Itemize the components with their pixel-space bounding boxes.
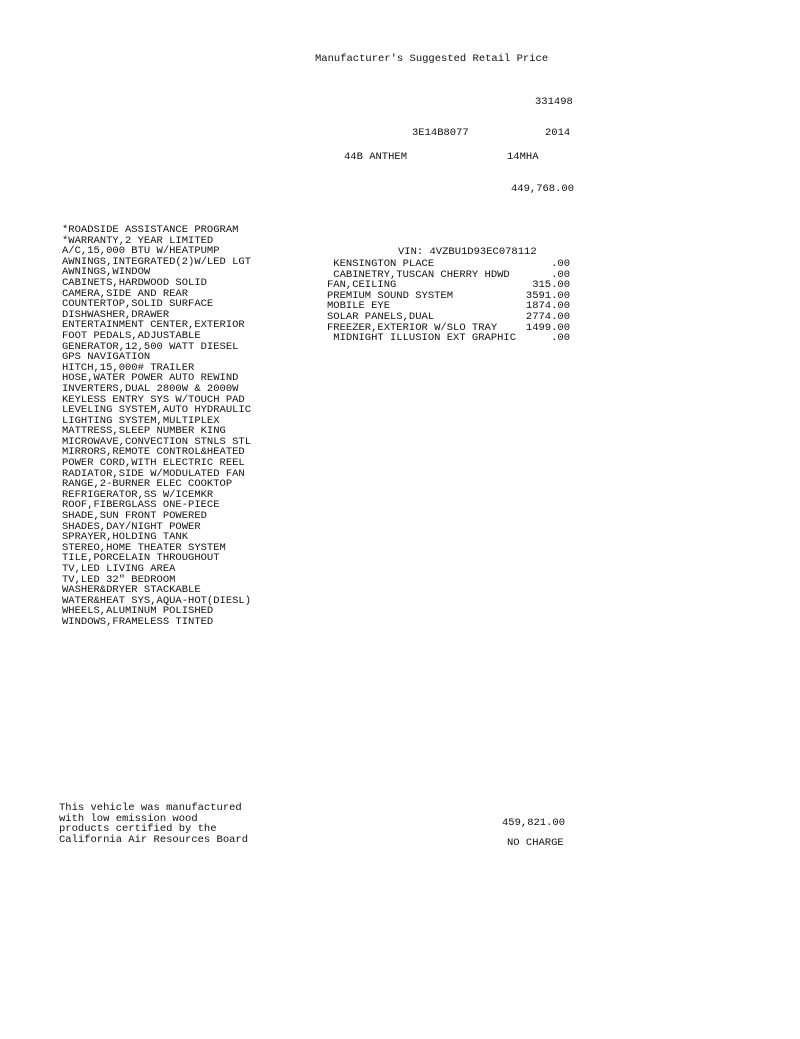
standard-feature-item: HOSE,WATER POWER AUTO REWIND: [62, 372, 239, 385]
total-price: 459,821.00: [502, 817, 566, 829]
vin-label: VIN: 4VZBU1D93EC078112: [398, 246, 537, 258]
option-name: CABINETRY,TUSCAN CHERRY HDWD: [327, 268, 510, 281]
notice-line: with low emission wood: [59, 812, 198, 825]
option-name: PREMIUM SOUND SYSTEM: [327, 289, 454, 302]
option-price: 315.00: [532, 279, 570, 292]
option-name: MIDNIGHT ILLUSION EXT GRAPHIC: [327, 332, 517, 345]
option-price: 1874.00: [525, 300, 570, 313]
option-price: .00: [551, 332, 570, 345]
standard-feature-item: GPS NAVIGATION: [62, 351, 151, 364]
standard-feature-item: WINDOWS,FRAMELESS TINTED: [62, 615, 214, 628]
model-year: 2014: [545, 127, 571, 139]
standard-feature-item: ROOF,FIBERGLASS ONE-PIECE: [62, 499, 220, 512]
standard-feature-item: INVERTERS,DUAL 2800W & 2000W: [62, 382, 239, 395]
standard-feature-item: *ROADSIDE ASSISTANCE PROGRAM: [62, 224, 239, 236]
option-price: 1499.00: [525, 321, 570, 334]
option-name: MOBILE EYE: [327, 300, 391, 313]
standard-feature-item: GENERATOR,12,500 WATT DIESEL: [62, 340, 239, 353]
options-prices: [480, 259, 570, 344]
standard-feature-item: RADIATOR,SIDE W/MODULATED FAN: [62, 467, 245, 480]
standard-feature-item: COUNTERTOP,SOLID SURFACE: [62, 298, 214, 311]
standard-feature-item: REFRIGERATOR,SS W/ICEMKR: [62, 488, 214, 501]
standard-feature-item: MIRRORS,REMOTE CONTROL&HEATED: [62, 446, 245, 459]
option-price: 3591.00: [525, 289, 570, 302]
stock-number: 331498: [535, 96, 573, 108]
option-price: .00: [551, 268, 570, 281]
standard-feature-item: TV,LED LIVING AREA: [62, 563, 176, 575]
standard-feature-item: RANGE,2-BURNER ELEC COOKTOP: [62, 478, 233, 491]
emission-notice: [59, 803, 248, 845]
notice-line: California Air Resources Board: [59, 833, 249, 846]
standard-feature-item: MICROWAVE,CONVECTION STNLS STL: [62, 435, 252, 448]
standard-feature-item: SHADES,DAY/NIGHT POWER: [62, 520, 201, 533]
standard-feature-item: LIGHTING SYSTEM,MULTIPLEX: [62, 414, 220, 427]
notice-line: This vehicle was manufactured: [59, 802, 242, 814]
standard-features-list: [62, 225, 251, 628]
base-price: 449,768.00: [511, 183, 575, 195]
standard-feature-item: SPRAYER,HOLDING TANK: [62, 531, 189, 544]
freight-charge: NO CHARGE: [507, 837, 564, 849]
standard-feature-item: A/C,15,000 BTU W/HEATPUMP: [62, 245, 220, 258]
standard-feature-item: HITCH,15,000# TRAILER: [62, 361, 195, 374]
standard-feature-item: ENTERTAINMENT CENTER,EXTERIOR: [62, 319, 245, 332]
standard-feature-item: DISHWASHER,DRAWER: [62, 308, 170, 321]
option-price: .00: [551, 258, 570, 270]
standard-feature-item: KEYLESS ENTRY SYS W/TOUCH PAD: [62, 393, 245, 406]
standard-feature-item: TILE,PORCELAIN THROUGHOUT: [62, 552, 220, 565]
option-name: FAN,CEILING: [327, 279, 397, 292]
standard-feature-item: MATTRESS,SLEEP NUMBER KING: [62, 425, 226, 438]
model-name: 44B ANTHEM: [344, 151, 408, 163]
standard-feature-item: WHEELS,ALUMINUM POLISHED: [62, 605, 214, 618]
standard-feature-item: POWER CORD,WITH ELECTRIC REEL: [62, 457, 245, 470]
standard-feature-item: FOOT PEDALS,ADJUSTABLE: [62, 329, 201, 342]
standard-feature-item: STEREO,HOME THEATER SYSTEM: [62, 541, 226, 554]
standard-feature-item: TV,LED 32" BEDROOM: [62, 573, 176, 586]
notice-line: products certified by the: [59, 823, 217, 836]
standard-feature-item: SHADE,SUN FRONT POWERED: [62, 510, 207, 523]
option-name: SOLAR PANELS,DUAL: [327, 310, 435, 323]
standard-feature-item: CAMERA,SIDE AND REAR: [62, 287, 189, 300]
standard-feature-item: AWNINGS,WINDOW: [62, 266, 151, 279]
model-code: 14MHA: [507, 151, 539, 163]
standard-feature-item: LEVELING SYSTEM,AUTO HYDRAULIC: [62, 404, 252, 417]
standard-feature-item: WATER&HEAT SYS,AQUA-HOT(DIESL): [62, 594, 252, 607]
standard-feature-item: CABINETS,HARDWOOD SOLID: [62, 276, 207, 289]
option-name: FREEZER,EXTERIOR W/SLO TRAY: [327, 321, 498, 334]
document-title: Manufacturer's Suggested Retail Price: [315, 53, 549, 65]
standard-feature-item: AWNINGS,INTEGRATED(2)W/LED LGT: [62, 255, 252, 268]
standard-feature-item: *WARRANTY,2 YEAR LIMITED: [62, 234, 214, 247]
standard-feature-item: WASHER&DRYER STACKABLE: [62, 584, 201, 597]
option-price: 2774.00: [525, 310, 570, 323]
option-name: KENSINGTON PLACE: [327, 258, 435, 270]
serial-number: 3E14B8077: [412, 127, 469, 139]
